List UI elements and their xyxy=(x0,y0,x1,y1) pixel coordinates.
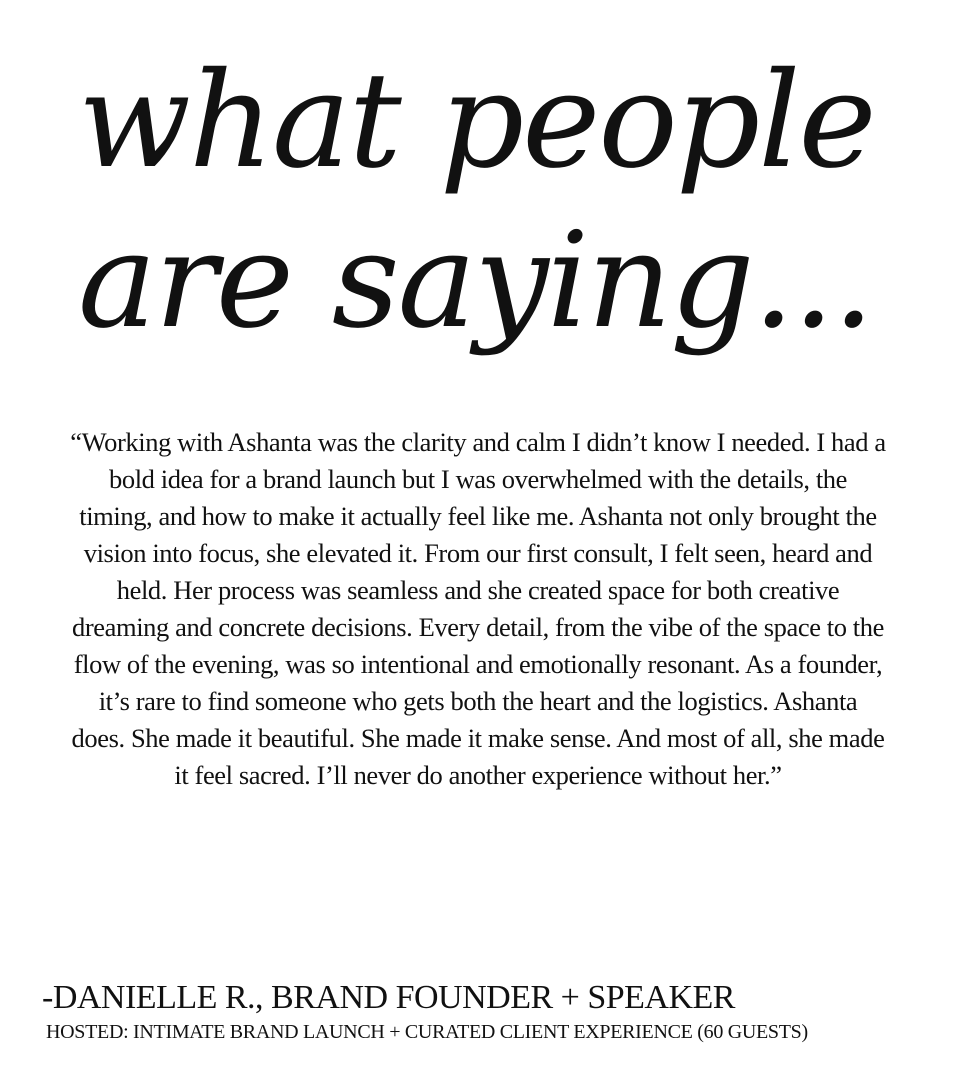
testimonial-quote: “Working with Ashanta was the clarity and calm I didn’t know I needed. I had a bold idea for a brand launch but I was overwhelmed with the details, the timing, and how to make it actually feel like me. Ashanta not only brought the vision into focus, she elevated it. From our first consult, I felt seen, heard and held. Her process was seamless and she created space for both creative dreaming and concrete decisions. Every detail, from the vibe of the space to the flow of the evening, was so intentional and emotionally resonant. As a founder, it’s rare to find someone who gets both the heart and the logistics. Ashanta does. She made it beautiful. She made it make sense. And most of all, she made it feel sacred. I’ll never do another experience without her.” xyxy=(70,427,886,790)
heading-line-what-people: what people xyxy=(78,44,875,198)
testimonial-attribution: -DANIELLE R., BRAND FOUNDER + SPEAKER xyxy=(42,979,735,1016)
testimonial-event-details: HOSTED: INTIMATE BRAND LAUNCH + CURATED CLIENT EXPERIENCE (60 GUESTS) xyxy=(46,1021,808,1043)
heading-line-are-saying: are saying... xyxy=(78,204,873,358)
